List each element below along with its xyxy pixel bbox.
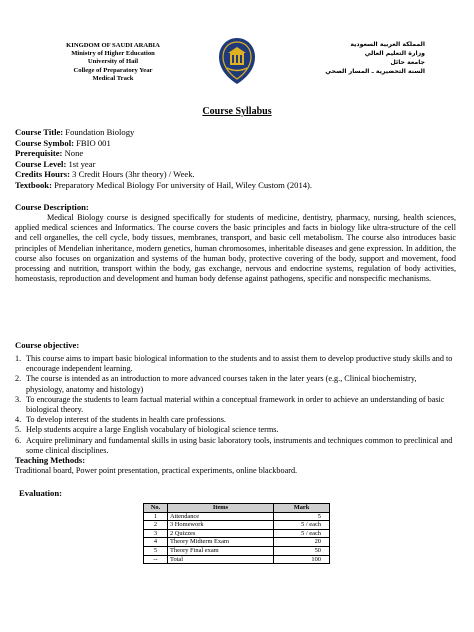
cell-item: Total xyxy=(168,555,274,564)
table-row xyxy=(144,512,330,521)
item-text: To develop interest of the students in health care professions. xyxy=(26,415,226,425)
header-line: Medical Track xyxy=(92,74,134,82)
item-text: This course aims to impart basic biological information to the students and to assist them to develop productive study skills and to encourage independent learning. xyxy=(26,354,453,374)
table-row xyxy=(144,521,330,530)
page-title: Course Syllabus xyxy=(202,106,272,117)
list-item xyxy=(15,354,455,374)
info-label: Course Title: xyxy=(15,127,64,137)
info-label: Course Symbol: xyxy=(15,137,74,148)
table-row xyxy=(144,529,330,538)
info-label: Course Level: xyxy=(15,158,67,169)
info-row xyxy=(15,169,455,180)
item-text: To encourage the students to learn factual material within a conceptual framework in order to achieve an understanding of basic biological theory. xyxy=(26,394,445,415)
header-line: University of Hail xyxy=(87,58,139,66)
university-logo-icon xyxy=(217,37,257,85)
list-item xyxy=(15,374,455,394)
cell-mark: 5 / each xyxy=(274,529,330,538)
cell-item: Theory Midterm Exam xyxy=(168,538,274,547)
table-row xyxy=(144,546,330,555)
cell-mark: 20 xyxy=(274,538,330,547)
methods-heading: Teaching Methods: xyxy=(15,455,86,465)
header-english xyxy=(48,42,178,83)
cell-no: 1 xyxy=(144,512,168,521)
methods-text: Traditional board, Power point presentation, practical experiments, online blackboard. xyxy=(15,466,298,475)
info-value: 1st year xyxy=(66,158,96,169)
info-value: FBIO 001 xyxy=(73,137,111,148)
info-row xyxy=(15,127,455,138)
info-row xyxy=(15,180,455,191)
table-row xyxy=(144,538,330,547)
cell-no: 4 xyxy=(144,538,168,547)
item-number: 3. xyxy=(15,394,22,404)
table-row xyxy=(144,555,330,564)
cell-mark: 100 xyxy=(274,555,330,564)
header-arabic xyxy=(305,40,425,76)
info-label: Credits Hours: xyxy=(15,169,70,180)
item-number: 5. xyxy=(15,425,22,435)
cell-mark: 5 / each xyxy=(274,521,330,530)
course-info xyxy=(15,127,455,191)
cell-item: 2 Quizzes xyxy=(168,529,274,538)
cell-item: 3 Homework xyxy=(168,521,274,530)
item-text: The course is intended as an introduction to more advanced courses taken in the later years (e.g., Clinical biochemistry, physiology, anatomy and histology) xyxy=(26,374,417,394)
item-text: Help students acquire a large English vocabulary of biological science terms. xyxy=(26,425,279,435)
info-label: Textbook: xyxy=(15,179,52,190)
item-number: 1. xyxy=(15,354,22,363)
objectives-heading: Course objective: xyxy=(15,340,80,350)
header-line: المملكة العربية السعودية xyxy=(350,41,425,48)
table-header-row xyxy=(144,504,330,513)
column-header: No. xyxy=(144,504,168,513)
info-value: 3 Credit Hours (3hr theory) / Week. xyxy=(69,169,195,180)
info-value: Foundation Biology xyxy=(63,127,135,137)
cell-no: 3 xyxy=(144,529,168,538)
cell-no: 2 xyxy=(144,521,168,530)
cell-item: Attendance xyxy=(168,512,274,521)
info-label: Prerequisite: xyxy=(15,148,63,159)
objectives-list xyxy=(15,354,455,456)
cell-mark: 5 xyxy=(274,512,330,521)
cell-mark: 50 xyxy=(274,546,330,555)
list-item xyxy=(15,425,455,435)
header-line: وزارة التعليم العالي xyxy=(364,50,425,57)
header-line: KINGDOM OF SAUDI ARABIA xyxy=(66,42,160,49)
info-value: Preparatory Medical Biology For university of Hail, Wiley Custom (2014). xyxy=(51,179,313,190)
evaluation-table xyxy=(143,503,330,564)
header-line: College of Preparatory Year xyxy=(73,66,153,74)
info-value: None xyxy=(62,148,84,159)
info-row xyxy=(15,159,455,170)
description-heading: Course Description: xyxy=(15,202,89,212)
description-text: Medical Biology course is designed specifically for students of medicine, dentistry, pharmacy, nursing, health sciences, applied medical sciences and Informatics. The course covers the basic principles and facts in biology like ultra-structure of the cell and cell organelles, the cell cycle, body tissues, membranes, transport, and basic cell metabolism. The course also introduces basic principles of Mendelian inheritance, modern genetics, human chromosomes, inheritable diseases and gene expression. In addition, the course also focuses on organization and systems of the human body, protective covering of the body, support and movement, food processing and nutrition, transport within the body, gas exchange, nervous and endocrine systems, regulation of body activities, homeostasis, reproduction and development and human body defense against pathogens, specific and nonspecific mechanisms. xyxy=(15,213,456,284)
item-number: 4. xyxy=(15,415,22,425)
evaluation-heading: Evaluation: xyxy=(19,488,62,498)
list-item xyxy=(15,436,455,456)
list-item xyxy=(15,395,455,415)
info-row xyxy=(15,148,455,159)
cell-item: Theory Final exam xyxy=(168,546,274,555)
column-header: Items xyxy=(168,504,274,513)
header-line: السنة التحضيرية ـ المسار الصحي xyxy=(325,68,425,75)
item-text: Acquire preliminary and fundamental skills in using basic laboratory tools, instruments and techniques common to preclinical and some clinical disciplines. xyxy=(26,435,453,455)
cell-no: -- xyxy=(144,555,168,564)
item-number: 2. xyxy=(15,374,22,384)
header-line: Ministry of Higher Education xyxy=(71,50,155,58)
item-number: 6. xyxy=(15,435,22,445)
cell-no: 5 xyxy=(144,546,168,555)
column-header: Mark xyxy=(274,504,330,513)
info-row xyxy=(15,138,455,149)
list-item xyxy=(15,415,455,425)
header-line: جامعة حائل xyxy=(390,59,425,66)
